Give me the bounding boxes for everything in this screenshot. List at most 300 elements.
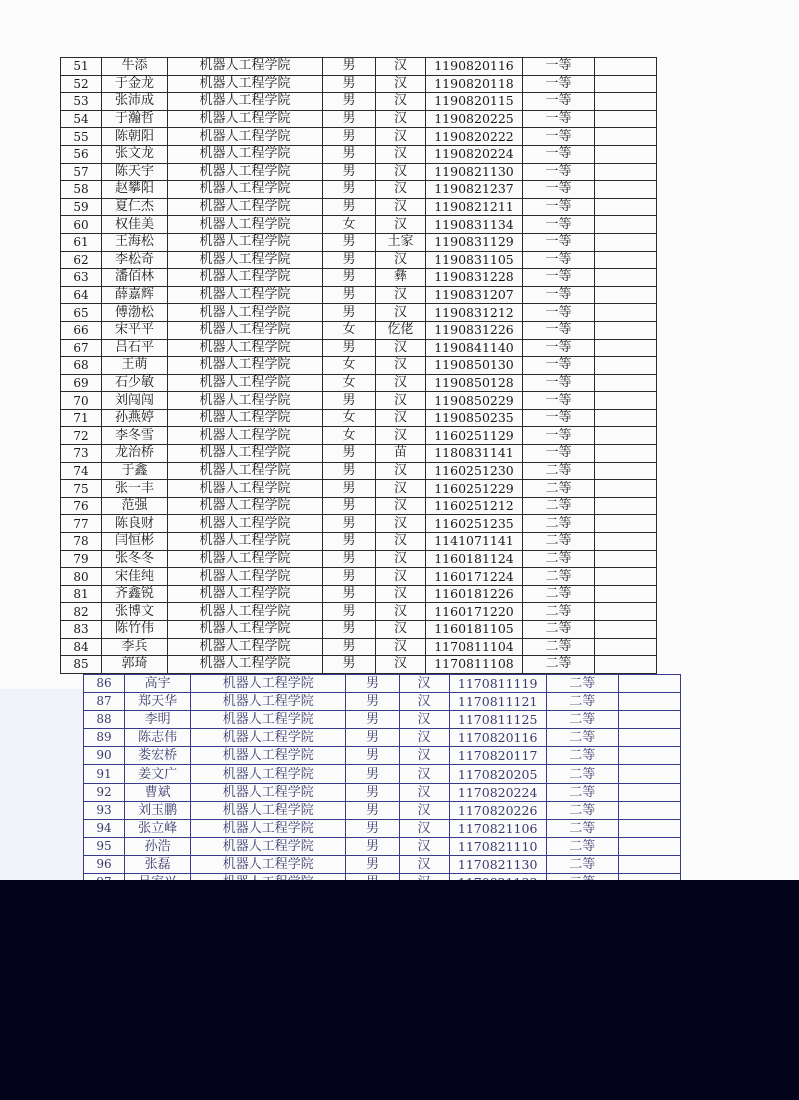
table-row <box>84 801 681 819</box>
award-level-cell: 二等 <box>546 783 618 801</box>
student-name-cell: 宋平平 <box>102 321 168 339</box>
student-id-cell: 1190831105 <box>426 251 523 269</box>
college-name-cell: 机器人工程学院 <box>168 304 323 322</box>
blank-cell-cell <box>595 462 657 480</box>
gender-cell: 男 <box>346 783 399 801</box>
award-level-cell: 一等 <box>523 374 595 392</box>
college-name-cell: 机器人工程学院 <box>168 93 323 111</box>
blank-cell-cell <box>595 427 657 445</box>
gender-cell: 男 <box>323 251 376 269</box>
ethnicity-cell: 汉 <box>399 801 449 819</box>
blank-cell-cell <box>618 801 680 819</box>
ethnicity-cell: 汉 <box>376 304 426 322</box>
table-row <box>61 58 657 76</box>
award-level-cell: 一等 <box>523 163 595 181</box>
college-name-cell: 机器人工程学院 <box>168 233 323 251</box>
award-level-cell: 一等 <box>523 128 595 146</box>
college-name-cell: 机器人工程学院 <box>168 58 323 76</box>
college-name-cell: 机器人工程学院 <box>168 480 323 498</box>
table-row <box>61 656 657 674</box>
blank-cell-cell <box>618 729 680 747</box>
blank-cell-cell <box>595 445 657 463</box>
ethnicity-cell: 汉 <box>376 286 426 304</box>
student-name-cell: 刘闯闯 <box>102 392 168 410</box>
gender-cell: 男 <box>346 855 399 873</box>
scan-cut-edge <box>0 689 84 890</box>
student-name-cell: 刘玉鹏 <box>125 801 191 819</box>
table-row <box>61 497 657 515</box>
table-row <box>61 216 657 234</box>
gender-cell: 女 <box>323 374 376 392</box>
award-level-cell: 二等 <box>546 819 618 837</box>
student-name-cell: 张立峰 <box>125 819 191 837</box>
award-level-cell: 二等 <box>546 747 618 765</box>
student-name-cell: 王萌 <box>102 357 168 375</box>
ethnicity-cell: 汉 <box>376 93 426 111</box>
award-level-cell: 一等 <box>523 216 595 234</box>
ethnicity-cell: 汉 <box>376 251 426 269</box>
gender-cell: 男 <box>323 656 376 674</box>
gender-cell: 男 <box>346 711 399 729</box>
row-number-cell: 52 <box>61 75 102 93</box>
college-name-cell: 机器人工程学院 <box>168 621 323 639</box>
blank-cell-cell <box>595 128 657 146</box>
row-number-cell: 63 <box>61 269 102 287</box>
table-row <box>61 427 657 445</box>
college-name-cell: 机器人工程学院 <box>191 819 346 837</box>
ethnicity-cell: 汉 <box>376 585 426 603</box>
award-level-cell: 一等 <box>523 198 595 216</box>
student-id-cell: 1190820225 <box>426 110 523 128</box>
row-number-cell: 81 <box>61 585 102 603</box>
award-level-cell: 一等 <box>523 409 595 427</box>
row-number-cell: 76 <box>61 497 102 515</box>
student-name-cell: 张一丰 <box>102 480 168 498</box>
blank-cell-cell <box>595 638 657 656</box>
ethnicity-cell: 汉 <box>399 837 449 855</box>
table-row <box>84 765 681 783</box>
award-level-cell: 一等 <box>523 427 595 445</box>
student-name-cell: 于鑫 <box>102 462 168 480</box>
student-name-cell: 于瀚哲 <box>102 110 168 128</box>
ethnicity-cell: 汉 <box>399 693 449 711</box>
table-row <box>61 445 657 463</box>
college-name-cell: 机器人工程学院 <box>191 711 346 729</box>
blank-cell-cell <box>595 233 657 251</box>
gender-cell: 男 <box>323 638 376 656</box>
student-id-cell: 1160251230 <box>426 462 523 480</box>
college-name-cell: 机器人工程学院 <box>168 145 323 163</box>
college-name-cell: 机器人工程学院 <box>168 251 323 269</box>
ethnicity-cell: 汉 <box>399 783 449 801</box>
student-name-cell: 陈良财 <box>102 515 168 533</box>
ethnicity-cell: 汉 <box>376 462 426 480</box>
row-number-cell: 71 <box>61 409 102 427</box>
table-row <box>61 321 657 339</box>
student-id-cell: 1190831226 <box>426 321 523 339</box>
row-number-cell: 93 <box>84 801 125 819</box>
student-name-cell: 陈志伟 <box>125 729 191 747</box>
blank-cell-cell <box>595 656 657 674</box>
ethnicity-cell: 汉 <box>376 374 426 392</box>
table-row <box>61 251 657 269</box>
award-level-cell: 二等 <box>546 693 618 711</box>
blank-cell-cell <box>595 409 657 427</box>
student-id-cell: 1190850130 <box>426 357 523 375</box>
row-number-cell: 82 <box>61 603 102 621</box>
student-id-cell: 1190831134 <box>426 216 523 234</box>
college-name-cell: 机器人工程学院 <box>168 321 323 339</box>
award-level-cell: 二等 <box>546 711 618 729</box>
row-number-cell: 85 <box>61 656 102 674</box>
student-name-cell: 薛嘉辉 <box>102 286 168 304</box>
college-name-cell: 机器人工程学院 <box>168 497 323 515</box>
ethnicity-cell: 汉 <box>376 128 426 146</box>
student-name-cell: 李兵 <box>102 638 168 656</box>
row-number-cell: 94 <box>84 819 125 837</box>
table-row <box>61 304 657 322</box>
ethnicity-cell: 汉 <box>376 480 426 498</box>
blank-cell-cell <box>618 765 680 783</box>
ethnicity-cell: 汉 <box>376 568 426 586</box>
college-name-cell: 机器人工程学院 <box>191 765 346 783</box>
gender-cell: 男 <box>323 233 376 251</box>
college-name-cell: 机器人工程学院 <box>191 837 346 855</box>
student-name-cell: 夏仁杰 <box>102 198 168 216</box>
blank-cell-cell <box>595 357 657 375</box>
blank-cell-cell <box>595 304 657 322</box>
blank-cell-cell <box>595 339 657 357</box>
student-name-cell: 李松奇 <box>102 251 168 269</box>
college-name-cell: 机器人工程学院 <box>191 693 346 711</box>
award-level-cell: 一等 <box>523 145 595 163</box>
student-name-cell: 王海松 <box>102 233 168 251</box>
ethnicity-cell: 汉 <box>399 675 449 693</box>
table-row <box>61 585 657 603</box>
ethnicity-cell: 汉 <box>376 110 426 128</box>
award-level-cell: 一等 <box>523 304 595 322</box>
scholarship-table-upper <box>60 57 657 674</box>
ethnicity-cell: 仡佬 <box>376 321 426 339</box>
gender-cell: 男 <box>323 269 376 287</box>
gender-cell: 男 <box>346 729 399 747</box>
gender-cell: 男 <box>346 765 399 783</box>
college-name-cell: 机器人工程学院 <box>168 339 323 357</box>
college-name-cell: 机器人工程学院 <box>168 462 323 480</box>
table-row <box>84 693 681 711</box>
table-row <box>61 269 657 287</box>
award-level-cell: 一等 <box>523 339 595 357</box>
gender-cell: 男 <box>346 837 399 855</box>
blank-cell-cell <box>595 286 657 304</box>
student-id-cell: 1190820115 <box>426 93 523 111</box>
student-id-cell: 1190820116 <box>426 58 523 76</box>
scan-dark-region <box>0 880 799 1100</box>
table-row <box>61 409 657 427</box>
table-row <box>61 480 657 498</box>
blank-cell-cell <box>595 145 657 163</box>
row-number-cell: 78 <box>61 533 102 551</box>
student-id-cell: 1170821130 <box>449 855 546 873</box>
award-level-cell: 一等 <box>523 233 595 251</box>
student-name-cell: 张冬冬 <box>102 550 168 568</box>
student-id-cell: 1190831207 <box>426 286 523 304</box>
student-id-cell: 1190850235 <box>426 409 523 427</box>
row-number-cell: 92 <box>84 783 125 801</box>
ethnicity-cell: 汉 <box>376 603 426 621</box>
student-name-cell: 孙浩 <box>125 837 191 855</box>
ethnicity-cell: 汉 <box>399 765 449 783</box>
row-number-cell: 73 <box>61 445 102 463</box>
gender-cell: 男 <box>323 145 376 163</box>
blank-cell-cell <box>618 747 680 765</box>
row-number-cell: 56 <box>61 145 102 163</box>
gender-cell: 男 <box>323 515 376 533</box>
table-row <box>61 374 657 392</box>
award-level-cell: 二等 <box>546 855 618 873</box>
college-name-cell: 机器人工程学院 <box>168 550 323 568</box>
gender-cell: 女 <box>323 357 376 375</box>
student-id-cell: 1190821130 <box>426 163 523 181</box>
award-level-cell: 二等 <box>546 801 618 819</box>
row-number-cell: 77 <box>61 515 102 533</box>
ethnicity-cell: 汉 <box>399 747 449 765</box>
college-name-cell: 机器人工程学院 <box>168 392 323 410</box>
student-name-cell: 郑天华 <box>125 693 191 711</box>
row-number-cell: 57 <box>61 163 102 181</box>
student-name-cell: 范强 <box>102 497 168 515</box>
college-name-cell: 机器人工程学院 <box>168 286 323 304</box>
table-row <box>61 339 657 357</box>
student-name-cell: 张文龙 <box>102 145 168 163</box>
student-name-cell: 牛添 <box>102 58 168 76</box>
college-name-cell: 机器人工程学院 <box>168 445 323 463</box>
table-row <box>61 198 657 216</box>
blank-cell-cell <box>595 621 657 639</box>
blank-cell-cell <box>595 515 657 533</box>
award-level-cell: 二等 <box>523 462 595 480</box>
student-name-cell: 曹斌 <box>125 783 191 801</box>
award-level-cell: 二等 <box>523 638 595 656</box>
row-number-cell: 65 <box>61 304 102 322</box>
table-row <box>61 145 657 163</box>
blank-cell-cell <box>618 711 680 729</box>
student-id-cell: 1141071141 <box>426 533 523 551</box>
student-name-cell: 李明 <box>125 711 191 729</box>
student-name-cell: 张博文 <box>102 603 168 621</box>
gender-cell: 男 <box>323 339 376 357</box>
row-number-cell: 80 <box>61 568 102 586</box>
row-number-cell: 55 <box>61 128 102 146</box>
row-number-cell: 88 <box>84 711 125 729</box>
student-id-cell: 1160181124 <box>426 550 523 568</box>
gender-cell: 女 <box>323 216 376 234</box>
student-id-cell: 1190850229 <box>426 392 523 410</box>
ethnicity-cell: 汉 <box>376 58 426 76</box>
student-id-cell: 1170820226 <box>449 801 546 819</box>
blank-cell-cell <box>595 75 657 93</box>
student-id-cell: 1170820224 <box>449 783 546 801</box>
table-row <box>61 286 657 304</box>
row-number-cell: 72 <box>61 427 102 445</box>
award-level-cell: 二等 <box>523 515 595 533</box>
gender-cell: 男 <box>323 286 376 304</box>
ethnicity-cell: 苗 <box>376 445 426 463</box>
ethnicity-cell: 汉 <box>376 533 426 551</box>
gender-cell: 男 <box>323 568 376 586</box>
ethnicity-cell: 汉 <box>376 409 426 427</box>
student-name-cell: 闫恒彬 <box>102 533 168 551</box>
gender-cell: 女 <box>323 427 376 445</box>
college-name-cell: 机器人工程学院 <box>168 357 323 375</box>
table-row <box>84 675 681 693</box>
student-id-cell: 1190820222 <box>426 128 523 146</box>
award-level-cell: 一等 <box>523 181 595 199</box>
blank-cell-cell <box>595 603 657 621</box>
table-row <box>84 837 681 855</box>
ethnicity-cell: 汉 <box>376 392 426 410</box>
table-row <box>61 357 657 375</box>
gender-cell: 男 <box>323 585 376 603</box>
row-number-cell: 75 <box>61 480 102 498</box>
table-row <box>61 392 657 410</box>
blank-cell-cell <box>595 374 657 392</box>
row-number-cell: 60 <box>61 216 102 234</box>
award-level-cell: 二等 <box>523 550 595 568</box>
row-number-cell: 70 <box>61 392 102 410</box>
blank-cell-cell <box>595 392 657 410</box>
award-level-cell: 一等 <box>523 58 595 76</box>
ethnicity-cell: 土家 <box>376 233 426 251</box>
row-number-cell: 83 <box>61 621 102 639</box>
college-name-cell: 机器人工程学院 <box>168 409 323 427</box>
student-name-cell: 吕石平 <box>102 339 168 357</box>
blank-cell-cell <box>595 497 657 515</box>
table-row <box>61 163 657 181</box>
award-level-cell: 一等 <box>523 75 595 93</box>
student-id-cell: 1160171220 <box>426 603 523 621</box>
award-level-cell: 一等 <box>523 110 595 128</box>
ethnicity-cell: 汉 <box>376 515 426 533</box>
ethnicity-cell: 汉 <box>399 711 449 729</box>
student-id-cell: 1170811125 <box>449 711 546 729</box>
student-id-cell: 1190841140 <box>426 339 523 357</box>
student-name-cell: 陈竹伟 <box>102 621 168 639</box>
award-level-cell: 一等 <box>523 286 595 304</box>
row-number-cell: 90 <box>84 747 125 765</box>
table-row <box>84 729 681 747</box>
college-name-cell: 机器人工程学院 <box>168 163 323 181</box>
student-name-cell: 于金龙 <box>102 75 168 93</box>
ethnicity-cell: 汉 <box>376 216 426 234</box>
gender-cell: 男 <box>323 550 376 568</box>
gender-cell: 男 <box>323 128 376 146</box>
college-name-cell: 机器人工程学院 <box>168 198 323 216</box>
gender-cell: 男 <box>323 445 376 463</box>
college-name-cell: 机器人工程学院 <box>168 638 323 656</box>
college-name-cell: 机器人工程学院 <box>168 533 323 551</box>
table-body <box>84 675 681 892</box>
blank-cell-cell <box>595 181 657 199</box>
blank-cell-cell <box>595 163 657 181</box>
table-row <box>61 515 657 533</box>
student-id-cell: 1170811108 <box>426 656 523 674</box>
award-level-cell: 二等 <box>546 729 618 747</box>
student-name-cell: 娄宏桥 <box>125 747 191 765</box>
college-name-cell: 机器人工程学院 <box>191 783 346 801</box>
college-name-cell: 机器人工程学院 <box>168 603 323 621</box>
award-level-cell: 二等 <box>523 568 595 586</box>
student-name-cell: 高宇 <box>125 675 191 693</box>
student-name-cell: 傅渤松 <box>102 304 168 322</box>
table-row <box>84 819 681 837</box>
award-level-cell: 二等 <box>546 837 618 855</box>
award-level-cell: 一等 <box>523 321 595 339</box>
college-name-cell: 机器人工程学院 <box>168 181 323 199</box>
ethnicity-cell: 汉 <box>376 497 426 515</box>
ethnicity-cell: 汉 <box>376 75 426 93</box>
table-row <box>61 128 657 146</box>
college-name-cell: 机器人工程学院 <box>168 427 323 445</box>
student-id-cell: 1160181226 <box>426 585 523 603</box>
student-id-cell: 1190850128 <box>426 374 523 392</box>
row-number-cell: 62 <box>61 251 102 269</box>
ethnicity-cell: 汉 <box>376 339 426 357</box>
college-name-cell: 机器人工程学院 <box>191 729 346 747</box>
ethnicity-cell: 汉 <box>376 357 426 375</box>
blank-cell-cell <box>595 480 657 498</box>
gender-cell: 男 <box>323 110 376 128</box>
award-level-cell: 二等 <box>546 765 618 783</box>
student-name-cell: 孙燕婷 <box>102 409 168 427</box>
table-row <box>61 550 657 568</box>
blank-cell-cell <box>595 58 657 76</box>
row-number-cell: 53 <box>61 93 102 111</box>
table-row <box>84 855 681 873</box>
ethnicity-cell: 汉 <box>399 855 449 873</box>
row-number-cell: 87 <box>84 693 125 711</box>
student-id-cell: 1160171224 <box>426 568 523 586</box>
student-name-cell: 李冬雪 <box>102 427 168 445</box>
college-name-cell: 机器人工程学院 <box>191 801 346 819</box>
student-id-cell: 1170811121 <box>449 693 546 711</box>
student-id-cell: 1170811104 <box>426 638 523 656</box>
college-name-cell: 机器人工程学院 <box>168 515 323 533</box>
blank-cell-cell <box>618 675 680 693</box>
college-name-cell: 机器人工程学院 <box>168 128 323 146</box>
gender-cell: 男 <box>323 497 376 515</box>
student-id-cell: 1170821110 <box>449 837 546 855</box>
student-id-cell: 1180831141 <box>426 445 523 463</box>
blank-cell-cell <box>595 269 657 287</box>
ethnicity-cell: 汉 <box>376 163 426 181</box>
gender-cell: 男 <box>323 304 376 322</box>
blank-cell-cell <box>618 693 680 711</box>
ethnicity-cell: 汉 <box>376 145 426 163</box>
table-row <box>61 603 657 621</box>
student-name-cell: 张沛成 <box>102 93 168 111</box>
award-level-cell: 二等 <box>523 603 595 621</box>
student-name-cell: 陈天宇 <box>102 163 168 181</box>
award-level-cell: 一等 <box>523 93 595 111</box>
student-id-cell: 1190821211 <box>426 198 523 216</box>
blank-cell-cell <box>595 533 657 551</box>
student-id-cell: 1190831212 <box>426 304 523 322</box>
student-id-cell: 1160181105 <box>426 621 523 639</box>
row-number-cell: 84 <box>61 638 102 656</box>
table-row <box>61 233 657 251</box>
ethnicity-cell: 汉 <box>399 729 449 747</box>
